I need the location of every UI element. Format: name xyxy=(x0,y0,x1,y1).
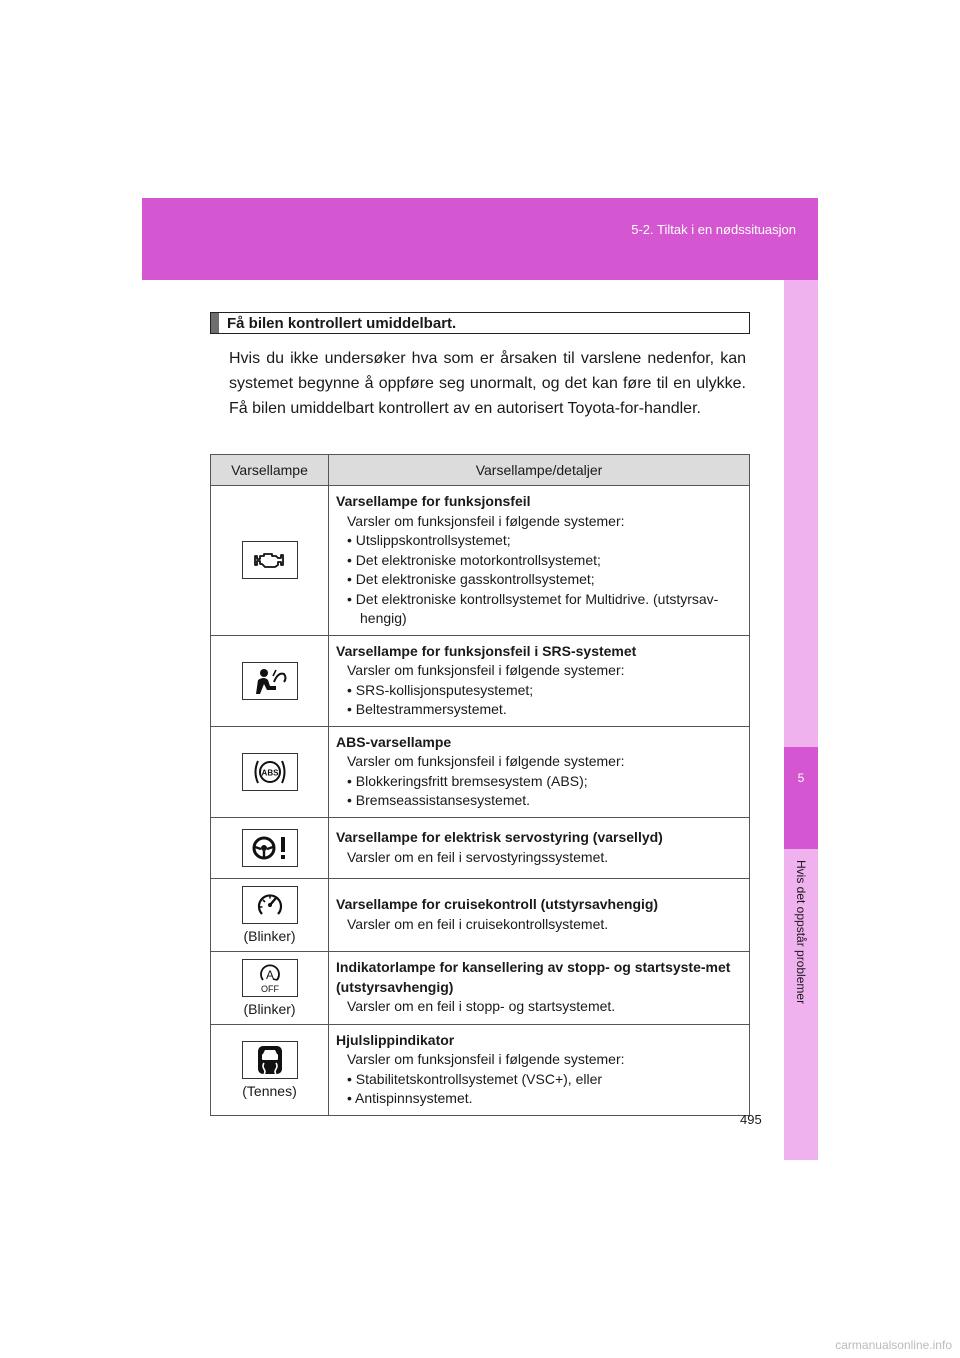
table-row xyxy=(211,1024,750,1115)
chapter-side-tab[interactable] xyxy=(784,280,818,1160)
light-subtitle: Varsler om funksjonsfeil i følgende systemer: xyxy=(347,512,625,529)
light-subtitle: Varsler om en feil i stopp- og startsystemet. xyxy=(347,998,616,1015)
details-cell xyxy=(329,951,750,1024)
stop-start-icon-letter: A xyxy=(265,967,274,982)
check-engine-icon xyxy=(242,541,298,579)
light-subtitle: Varsler om funksjonsfeil i følgende systemer: xyxy=(347,1051,625,1067)
list-item: • Blokkeringsfritt bremsesystem (ABS); xyxy=(347,772,588,789)
details-cell xyxy=(329,726,750,817)
slip-indicator-icon xyxy=(242,1041,298,1079)
list-item-continuation: hengig) xyxy=(360,610,407,626)
column-header-light: Varsellampe xyxy=(211,455,329,486)
details-cell xyxy=(329,878,750,951)
list-item: • Bremseassistansesystemet. xyxy=(347,792,531,808)
table-row xyxy=(211,635,750,726)
light-title: Hjulslippindikator xyxy=(336,1031,455,1048)
icon-note: (Blinker) xyxy=(243,927,296,944)
light-title: Varsellampe for funksjonsfeil xyxy=(336,493,531,509)
icon-note: (Tennes) xyxy=(242,1082,297,1099)
cruise-control-icon xyxy=(242,886,298,924)
table-row xyxy=(211,817,750,878)
light-subtitle: Varsler om funksjonsfeil i følgende systemer: xyxy=(347,753,625,769)
details-cell xyxy=(329,635,750,726)
section-reference: 5-2. Tiltak i en nødssituasjon xyxy=(631,222,796,237)
light-title: ABS-varsellampe xyxy=(336,733,452,750)
power-steering-icon xyxy=(242,829,298,867)
icon-cell xyxy=(211,635,329,726)
stop-start-off-icon xyxy=(242,959,298,997)
header-band xyxy=(142,198,818,280)
table-row xyxy=(211,726,750,817)
chapter-label: Hvis det oppstår problemer xyxy=(794,860,808,1005)
srs-airbag-icon xyxy=(242,662,298,700)
details-cell xyxy=(329,1024,750,1115)
light-subtitle: Varsler om funksjonsfeil i følgende systemer: xyxy=(347,662,625,678)
icon-cell xyxy=(211,817,329,878)
list-item: • Beltestrammersystemet. xyxy=(347,701,507,717)
list-item: • Det elektroniske gasskontrollsystemet; xyxy=(347,571,595,587)
icon-cell xyxy=(211,726,329,817)
icon-note: (Blinker) xyxy=(243,1000,296,1017)
column-header-details: Varsellampe/detaljer xyxy=(329,455,750,486)
table-header-row xyxy=(211,455,750,486)
table-row xyxy=(211,878,750,951)
icon-cell xyxy=(211,878,329,951)
list-item: • Det elektroniske motorkontrollsystemet; xyxy=(347,551,601,568)
abs-icon xyxy=(242,753,298,791)
intro-paragraph: Hvis du ikke undersøker hva som er årsaken til varslene nedenfor, kan systemet begynne å oppføre seg unormalt, og det kan føre til en ulykke. Få bilen umiddelbart kontrollert av en autorisert Toyota-for-handler. xyxy=(229,350,746,417)
heading-marker xyxy=(211,313,219,333)
light-title: Varsellampe for cruisekontroll (utstyrsavhengig) xyxy=(336,896,659,912)
list-item: • Det elektroniske kontrollsystemet for Multidrive. (utstyrsav- xyxy=(347,590,719,607)
list-item: • SRS-kollisjonsputesystemet; xyxy=(347,681,534,698)
details-cell xyxy=(329,486,750,636)
details-cell xyxy=(329,817,750,878)
chapter-number: 5 xyxy=(784,747,818,849)
abs-icon-text: ABS xyxy=(261,768,278,777)
watermark: carmanualsonline.info xyxy=(835,1338,952,1352)
table-row xyxy=(211,486,750,636)
stop-start-icon-off-text: OFF xyxy=(260,983,279,994)
page-number: 495 xyxy=(740,1112,762,1127)
table-row xyxy=(211,951,750,1024)
list-item: • Stabilitetskontrollsystemet (VSC+), eller xyxy=(347,1070,603,1087)
icon-cell xyxy=(211,1024,329,1115)
section-heading-text: Få bilen kontrollert umiddelbart. xyxy=(227,314,457,332)
icon-cell xyxy=(211,951,329,1024)
section-heading xyxy=(210,312,750,334)
light-title: Varsellampe for elektrisk servostyring (varsellyd) xyxy=(336,829,663,845)
light-subtitle: Varsler om en feil i servostyringssystemet. xyxy=(347,848,609,865)
light-title: Indikatorlampe for kansellering av stopp- og startsyste-met (utstyrsavhengig) xyxy=(336,959,731,995)
list-item: • Antispinnsystemet. xyxy=(347,1090,473,1106)
icon-cell xyxy=(211,486,329,636)
light-title: Varsellampe for funksjonsfeil i SRS-systemet xyxy=(336,642,637,659)
list-item: • Utslippskontrollsystemet; xyxy=(347,532,511,548)
light-subtitle: Varsler om en feil i cruisekontrollsystemet. xyxy=(347,915,609,932)
warning-light-table xyxy=(210,454,750,1116)
